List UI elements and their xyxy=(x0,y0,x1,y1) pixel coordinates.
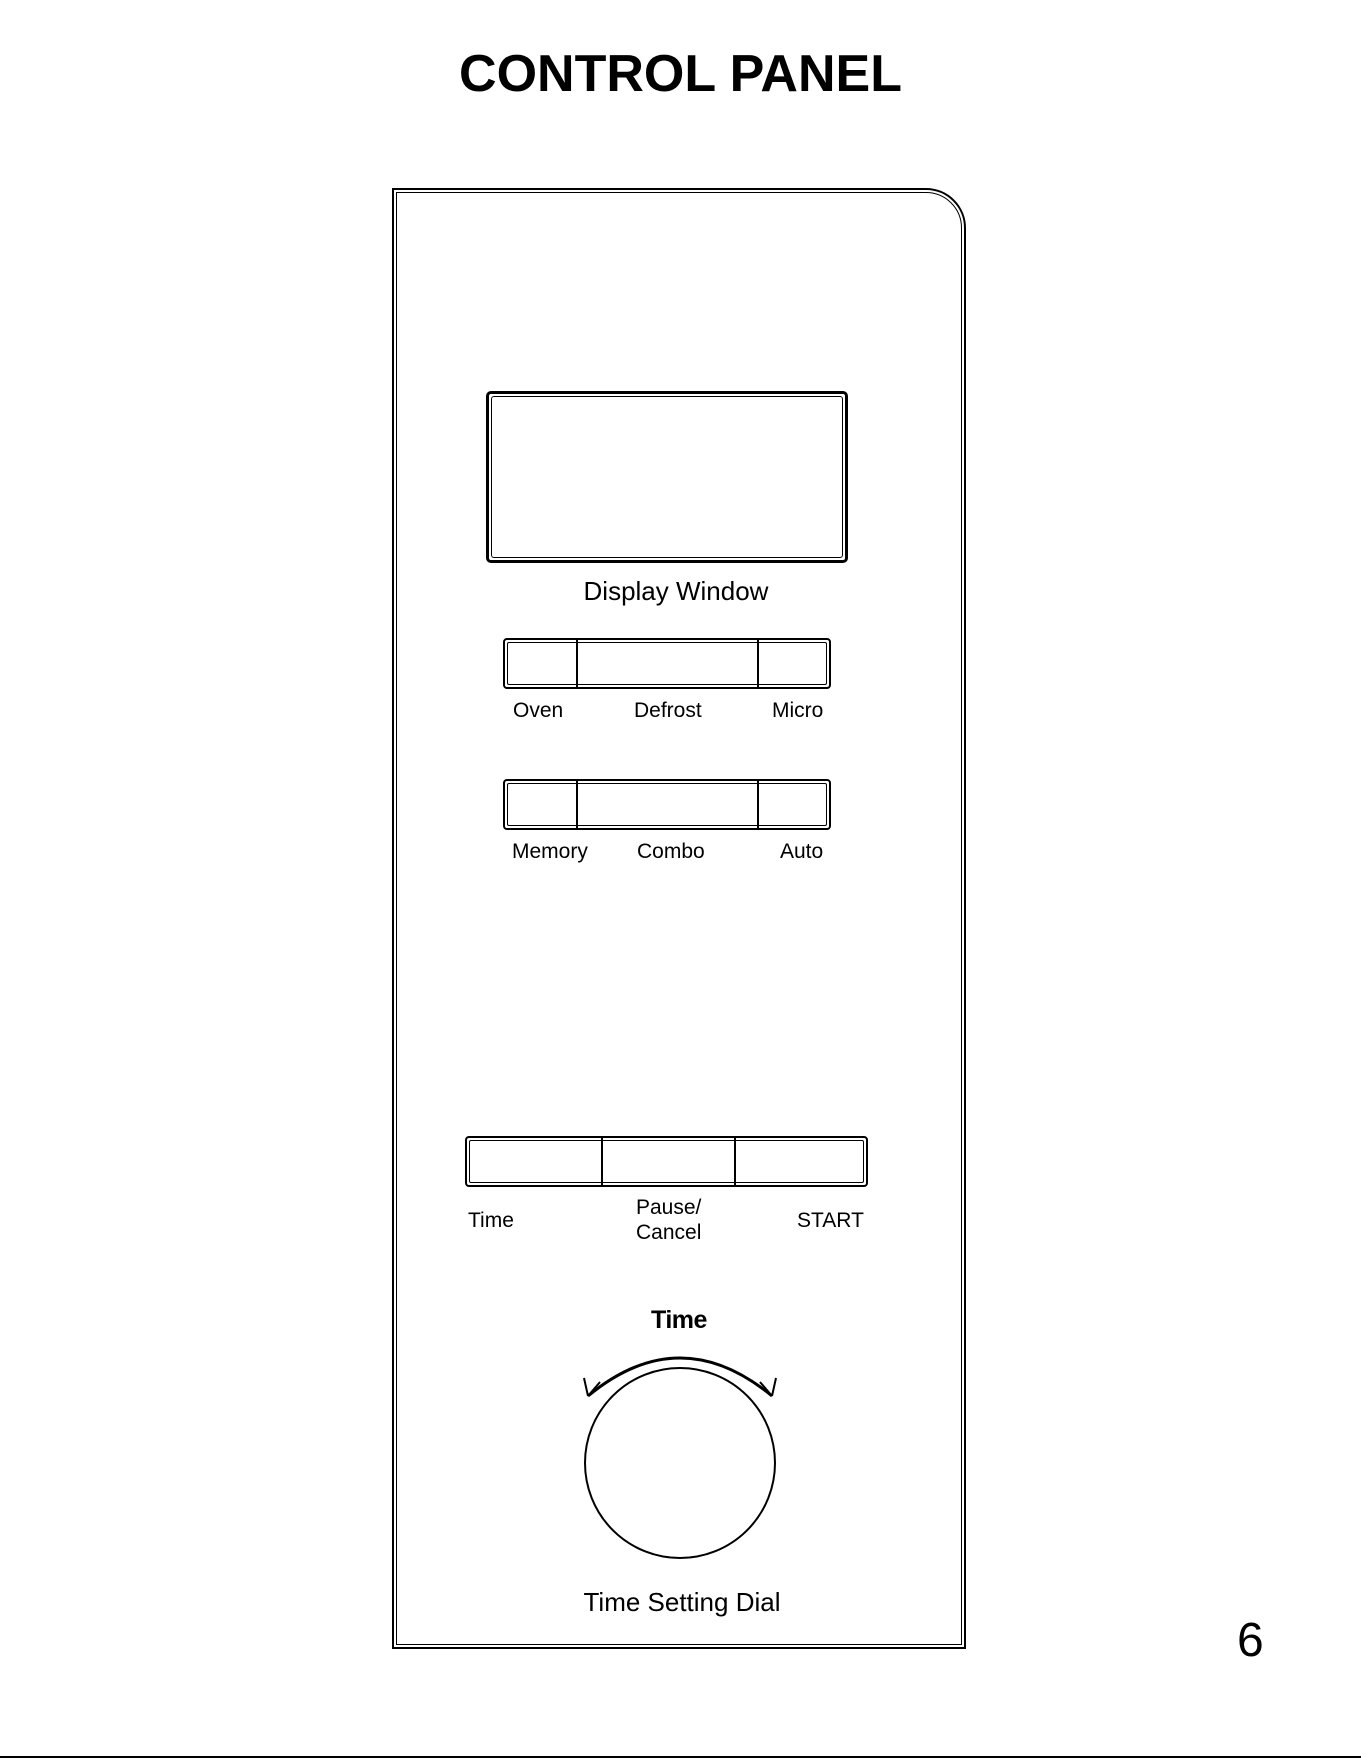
memory-label: Memory xyxy=(512,840,588,863)
display-window xyxy=(486,391,848,563)
pause-cancel-button[interactable] xyxy=(603,1138,736,1185)
combo-button[interactable] xyxy=(578,781,759,828)
combo-label: Combo xyxy=(637,840,705,863)
dial-label: Time Setting Dial xyxy=(583,1587,781,1617)
display-window-label: Display Window xyxy=(583,576,769,606)
button-row-3 xyxy=(465,1136,868,1187)
button-row-1 xyxy=(503,638,831,689)
micro-label: Micro xyxy=(772,699,824,722)
auto-label: Auto xyxy=(780,840,824,863)
defrost-label: Defrost xyxy=(634,699,702,722)
defrost-button[interactable] xyxy=(578,640,759,687)
page-number: 6 xyxy=(1237,1614,1264,1667)
page-title: CONTROL PANEL xyxy=(459,45,902,103)
start-button[interactable] xyxy=(736,1138,866,1185)
pause-label-line1: Pause/ xyxy=(636,1196,702,1219)
memory-button[interactable] xyxy=(505,781,578,828)
oven-label: Oven xyxy=(513,699,564,722)
dial-arc-label: Time xyxy=(651,1306,707,1334)
pause-label-line2: Cancel xyxy=(636,1221,702,1244)
time-label: Time xyxy=(468,1209,514,1232)
micro-button[interactable] xyxy=(759,640,829,687)
time-button[interactable] xyxy=(467,1138,603,1185)
bottom-rule xyxy=(0,1756,1361,1758)
button-row-2 xyxy=(503,779,831,830)
auto-button[interactable] xyxy=(759,781,829,828)
start-label: START xyxy=(797,1209,864,1232)
time-setting-dial[interactable] xyxy=(584,1367,776,1559)
oven-button[interactable] xyxy=(505,640,578,687)
